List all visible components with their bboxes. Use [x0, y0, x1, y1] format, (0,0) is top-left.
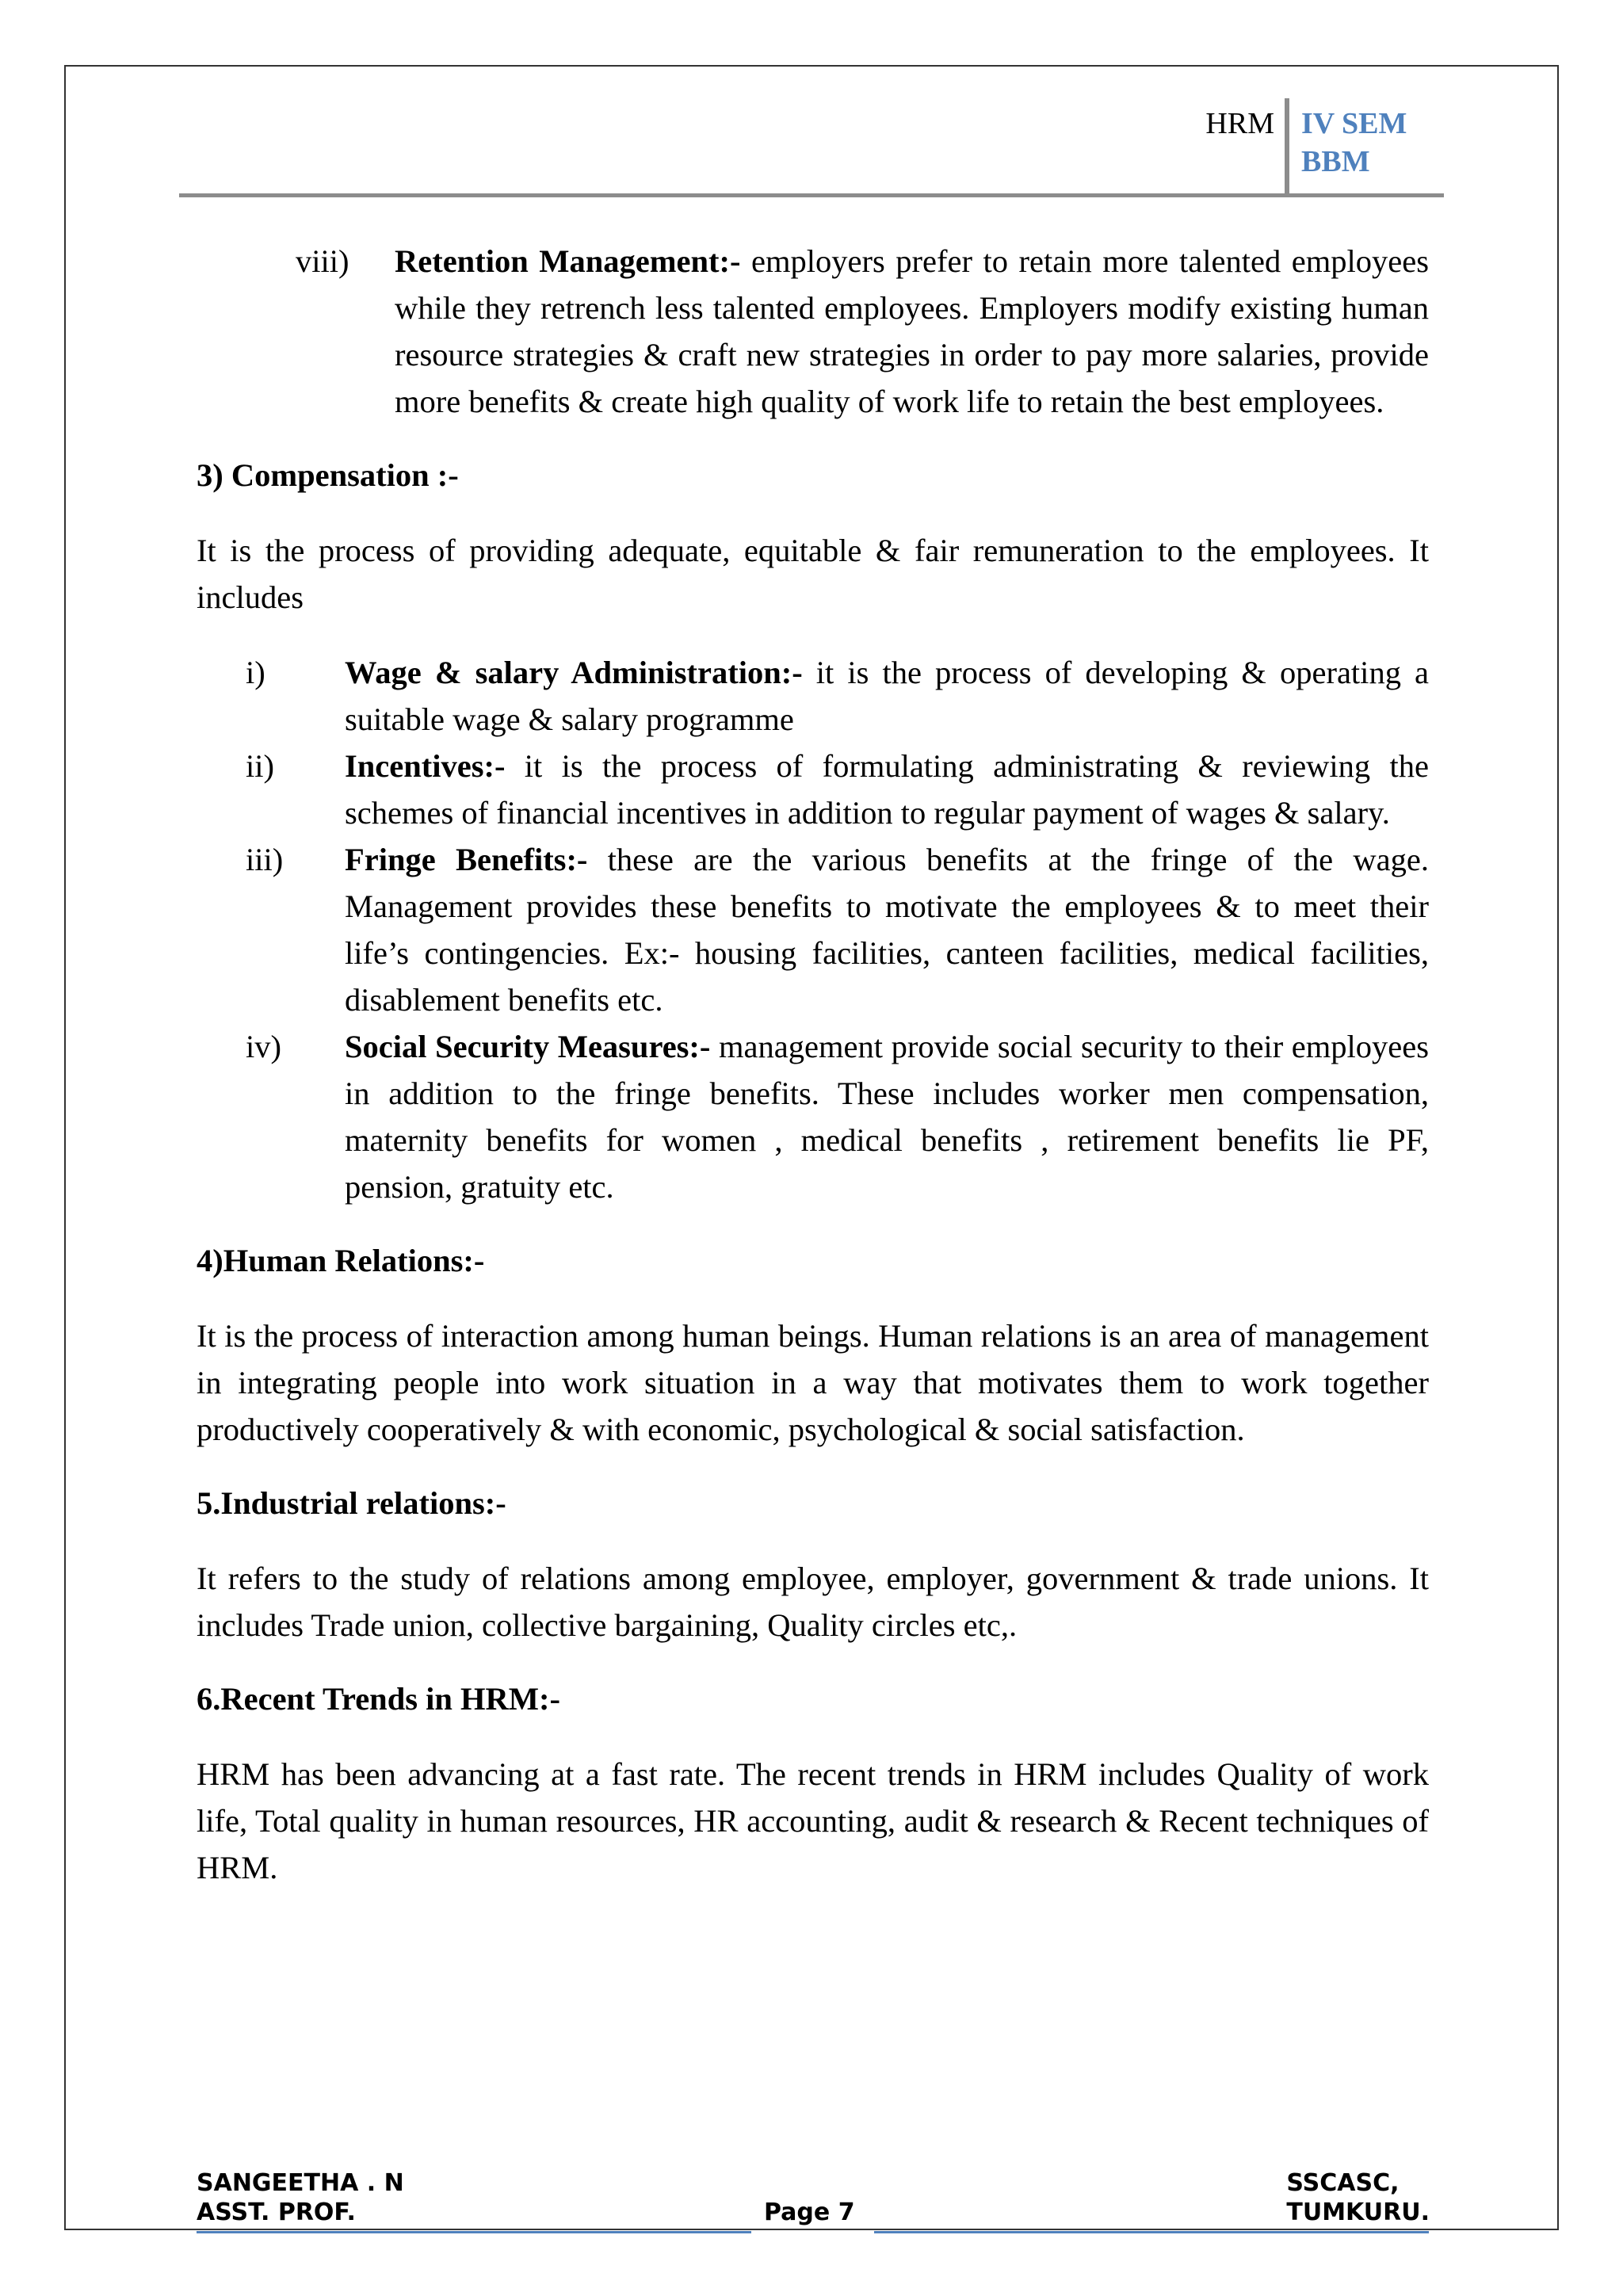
list-item: [246, 649, 1429, 743]
list-item: [246, 836, 1429, 1023]
header-semester-line1: IV SEM: [1301, 107, 1407, 140]
section-heading-human-relations: 4)Human Relations:-: [197, 1243, 485, 1278]
list-item-term: Retention Management:-: [395, 243, 741, 279]
page-header: [179, 94, 1444, 195]
industrial-relations-text: It refers to the study of relations among employee, employer, government & trade unions. It includes Trade union, collective bargaining, Quality circles etc,.: [197, 1561, 1429, 1643]
list-item-number: i): [246, 655, 265, 690]
recent-trends-text: HRM has been advancing at a fast rate. The recent trends in HRM includes Quality of work life, Total quality in human resources, HR accounting, audit & research & Recent techniques of HRM.: [197, 1756, 1429, 1885]
list-item-text: employers prefer to retain more talented employees while they retrench less talented employees. Employers modify existing human resource strategies & craft new strategies in order to pay more salaries, provide more benefits & create high quality of work life to retain the best employees.: [395, 243, 1429, 419]
page-footer: [197, 2168, 1430, 2228]
document-body: [197, 238, 1429, 1891]
header-semester: [1301, 105, 1407, 181]
header-divider: [1285, 98, 1289, 193]
footer-author: SANGEETHA . N: [197, 2169, 404, 2197]
list-item: [246, 743, 1429, 836]
footer-rule-left: [197, 2231, 751, 2233]
section-heading-compensation: 3) Compensation :-: [197, 457, 459, 493]
compensation-intro: It is the process of providing adequate, equitable & fair remuneration to the employees. It includes: [197, 533, 1429, 615]
list-item-number: viii): [296, 243, 349, 279]
list-item-term: Social Security Measures:-: [345, 1029, 711, 1064]
footer-college-block: [1286, 2168, 1430, 2227]
footer-college: SSCASC,: [1286, 2169, 1400, 2197]
list-item-term: Fringe Benefits:-: [345, 842, 588, 877]
footer-author-block: [197, 2168, 404, 2227]
list-item-text: management provide social security to their employees in addition to the fringe benefits. These includes worker men compensation, maternity benefits for women , medical benefits , retirement benefits lie PF, pension, gratuity etc.: [345, 1029, 1429, 1205]
list-item-term: Incentives:-: [345, 748, 506, 784]
footer-rule-right: [874, 2231, 1429, 2233]
list-item-number: ii): [246, 748, 274, 784]
footer-page-number: Page 7: [764, 2199, 855, 2226]
section-heading-recent-trends: 6.Recent Trends in HRM:-: [197, 1681, 560, 1717]
header-semester-line2: BBM: [1301, 145, 1370, 178]
list-item: [246, 1023, 1429, 1210]
section-heading-industrial-relations: 5.Industrial relations:-: [197, 1485, 506, 1521]
list-item-number: iv): [246, 1029, 281, 1064]
list-item-text: these are the various benefits at the fringe of the wage. Management provides these benefits to motivate the employees & to meet their life’s contingencies. Ex:- housing facilities, canteen facilities, medical facilities, disablement benefits etc.: [345, 842, 1429, 1018]
footer-designation: ASST. PROF.: [197, 2199, 356, 2226]
list-item-number: iii): [246, 842, 284, 877]
header-subject: HRM: [1205, 107, 1274, 140]
list-item-text: it is the process of developing & operating a suitable wage & salary programme: [345, 655, 1429, 737]
list-item-text: it is the process of formulating administrating & reviewing the schemes of financial incentives in addition to regular payment of wages & salary.: [345, 748, 1429, 831]
header-rule: [179, 193, 1444, 197]
human-relations-text: It is the process of interaction among human beings. Human relations is an area of management in integrating people into work situation in a way that motivates them to work together productively cooperatively & with economic, psychological & social satisfaction.: [197, 1318, 1429, 1447]
compensation-list: [246, 649, 1429, 1210]
list-item-term: Wage & salary Administration:-: [345, 655, 803, 690]
retention-list: [296, 238, 1429, 425]
footer-city: TUMKURU.: [1286, 2199, 1430, 2226]
list-item: [296, 238, 1429, 425]
